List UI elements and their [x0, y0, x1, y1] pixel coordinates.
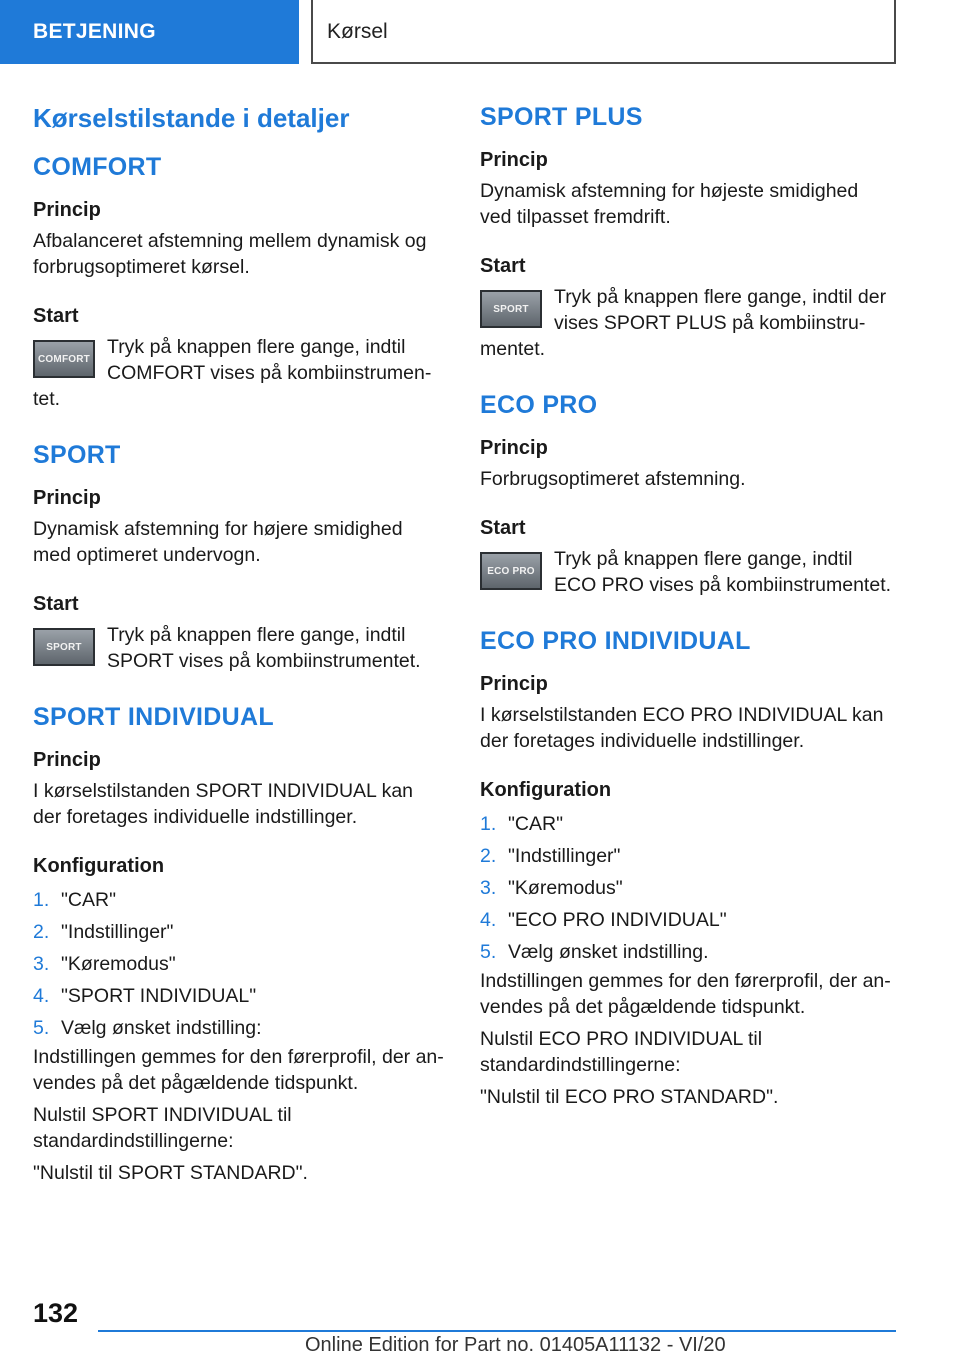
comfort-heading: COMFORT	[33, 153, 162, 181]
start-block	[480, 284, 892, 362]
step-number: 1.	[480, 813, 497, 835]
list-item	[480, 936, 892, 968]
list-item	[33, 884, 445, 916]
config-steps	[33, 884, 445, 1044]
eco-pro-individual-heading: ECO PRO INDIVIDUAL	[480, 627, 751, 655]
start-label: Start	[33, 593, 79, 615]
step-number: 4.	[33, 985, 50, 1007]
step-text: "CAR"	[61, 889, 117, 911]
note-text: Indstillingen gemmes for den førerprofil, der anvendes på det pågældende tidspunkt.	[480, 970, 891, 1018]
page-title: Kørselstilstande i detaljer	[33, 103, 350, 133]
step-number: 2.	[33, 921, 50, 943]
princip-text: Afbalanceret afstemning mellem dynamisk og forbrugsoptimeret kørsel.	[33, 230, 427, 278]
princip-label: Princip	[33, 487, 101, 509]
princip-label: Princip	[480, 149, 548, 171]
princip-label: Princip	[33, 749, 101, 771]
edition-text: Online Edition for Part no. 01405A11132 - VI/20	[305, 1334, 726, 1356]
sport-button-icon: SPORT	[480, 290, 542, 328]
sport-button-icon: SPORT	[33, 628, 95, 666]
list-item	[480, 840, 892, 872]
list-item	[480, 808, 892, 840]
eco-pro-button-icon: ECO PRO	[480, 552, 542, 590]
start-label: Start	[480, 517, 526, 539]
eco-pro-section	[480, 388, 892, 598]
list-item	[33, 1012, 445, 1044]
note-text: Indstillingen gemmes for den førerprofil, der anvendes på det pågældende tidspunkt.	[33, 1046, 444, 1094]
step-number: 2.	[480, 845, 497, 867]
list-item	[480, 872, 892, 904]
config-steps	[480, 808, 892, 968]
princip-text: I kørselstilstanden ECO PRO INDIVIDUAL kan der foretages individuelle indstillinger.	[480, 704, 884, 752]
chapter-tab: Kørsel	[311, 0, 896, 64]
list-item	[33, 916, 445, 948]
section-tab: BETJENING	[0, 0, 299, 64]
start-text: Tryk på knappen flere gange, indtil der vises SPORT PLUS på kombiinstrumentet.	[480, 286, 887, 360]
start-text: Tryk på knappen flere gange, indtil ECO PRO vises på kombiinstrumentet.	[554, 548, 892, 596]
step-text: "CAR"	[508, 813, 564, 835]
step-text: "Indstillinger"	[508, 845, 621, 867]
note-text: Nulstil ECO PRO INDIVIDUAL til standardindstillingerne:	[480, 1028, 763, 1076]
princip-text: Dynamisk afstemning for højeste smidighed ved tilpasset fremdrift.	[480, 180, 859, 228]
step-text: "SPORT INDIVIDUAL"	[61, 985, 257, 1007]
note-text: "Nulstil til SPORT STANDARD".	[33, 1162, 308, 1184]
right-column	[480, 100, 892, 1136]
footer-divider	[98, 1330, 896, 1332]
princip-text: Forbrugsoptimeret afstemning.	[480, 468, 746, 490]
princip-label: Princip	[480, 673, 548, 695]
step-number: 1.	[33, 889, 50, 911]
config-label: Konfiguration	[480, 779, 612, 801]
note-text: Nulstil SPORT INDIVIDUAL til standardindstillingerne:	[33, 1104, 292, 1152]
princip-text: I kørselstilstanden SPORT INDIVIDUAL kan der foretages individuelle indstillinger.	[33, 780, 414, 828]
step-text: Vælg ønsket indstilling.	[508, 941, 709, 963]
step-text: "ECO PRO INDIVIDUAL"	[508, 909, 727, 931]
step-number: 3.	[33, 953, 50, 975]
eco-pro-heading: ECO PRO	[480, 391, 598, 419]
config-label: Konfiguration	[33, 855, 165, 877]
step-text: "Køremodus"	[61, 953, 176, 975]
start-block	[33, 622, 445, 674]
note-text: "Nulstil til ECO PRO STANDARD".	[480, 1086, 779, 1108]
sport-plus-heading: SPORT PLUS	[480, 103, 643, 131]
start-label: Start	[480, 255, 526, 277]
start-label: Start	[33, 305, 79, 327]
list-item	[33, 980, 445, 1012]
step-number: 5.	[480, 941, 497, 963]
step-number: 4.	[480, 909, 497, 931]
start-text: Tryk på knappen flere gange, indtil COMFORT vises på kombiinstrumentet.	[33, 336, 432, 410]
eco-pro-individual-section	[480, 624, 892, 1110]
sport-heading: SPORT	[33, 441, 121, 469]
list-item	[480, 904, 892, 936]
page-number: 132	[33, 1298, 79, 1328]
comfort-button-icon: COMFORT	[33, 340, 95, 378]
sport-individual-heading: SPORT INDIVIDUAL	[33, 703, 274, 731]
princip-label: Princip	[480, 437, 548, 459]
step-text: Vælg ønsket indstilling:	[61, 1017, 262, 1039]
start-block	[480, 546, 892, 598]
step-number: 3.	[480, 877, 497, 899]
comfort-section	[33, 150, 445, 412]
princip-text: Dynamisk afstemning for højere smidighed med optimeret undervogn.	[33, 518, 403, 566]
start-text: Tryk på knappen flere gange, indtil SPORT vises på kombiinstrumentet.	[107, 624, 421, 672]
sport-section	[33, 438, 445, 674]
princip-label: Princip	[33, 199, 101, 221]
left-column	[33, 100, 445, 1212]
sport-plus-section	[480, 100, 892, 362]
start-block	[33, 334, 445, 412]
step-text: "Indstillinger"	[61, 921, 174, 943]
step-number: 5.	[33, 1017, 50, 1039]
sport-individual-section	[33, 700, 445, 1186]
list-item	[33, 948, 445, 980]
step-text: "Køremodus"	[508, 877, 623, 899]
